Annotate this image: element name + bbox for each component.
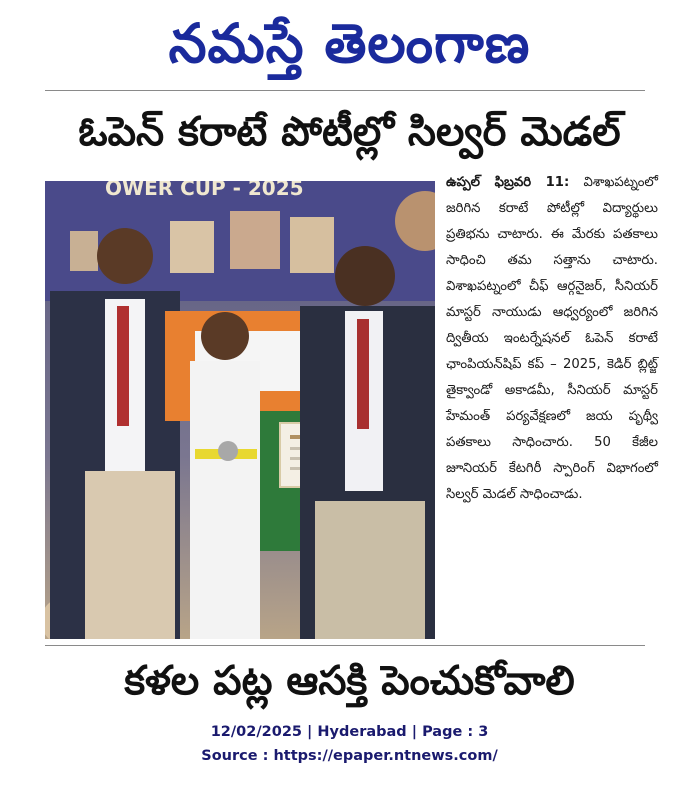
article-body	[446, 170, 658, 610]
section-divider	[45, 645, 645, 646]
newspaper-masthead: నమస్తే తెలంగాణ	[168, 12, 531, 75]
edition-info: 12/02/2025 | Hyderabad | Page : 3	[210, 724, 489, 740]
banner-text: OWER CUP - 2025	[105, 181, 304, 200]
source-link: Source : https://epaper.ntnews.com/	[201, 748, 498, 764]
article-headline: ఓపెన్ కరాటే పోటీల్లో సిల్వర్ మెడల్	[78, 109, 621, 155]
masthead-divider	[45, 90, 645, 91]
second-article-headline: కళల పట్ల ఆసక్తి పెంచుకోవాలి	[124, 658, 575, 704]
article-body-text: విశాఖపట్నంలో జరిగిన కరాటే పోటీల్లో విద్యార్థులు ప్రతిభను చాటారు. ఈ మేరకు పతకాలు సాధించి తమ సత్తాను చాటారు. విశాఖపట్నంలో చీఫ్ ఆర్గనైజర్, సీనియర్ మాస్టర్ నాయుడు ఆధ్వర్యంలో జరిగిన ద్వితీయ ఇంటర్నేషనల్ ఓపెన్ కరాటే ఛాంపియన్‌షిప్ కప్ – 2025, కెడిర్ బ్లిట్జ్ తైక్వాండో అకాడమీ, సీనియర్ మాస్టర్ హేమంత్ పర్యవేక్షణలో జయ పృథ్వీ పతకాలు సాధించారు. 50 కేజీల జూనియర్ కేటగిరీ స్పారింగ్ విభాగంలో సిల్వర్ మెడల్ సాధించాడు.	[446, 175, 658, 502]
article-photo	[45, 181, 435, 639]
article-dateline: ఉప్పల్ ఫిబ్రవరి 11:	[446, 175, 570, 190]
